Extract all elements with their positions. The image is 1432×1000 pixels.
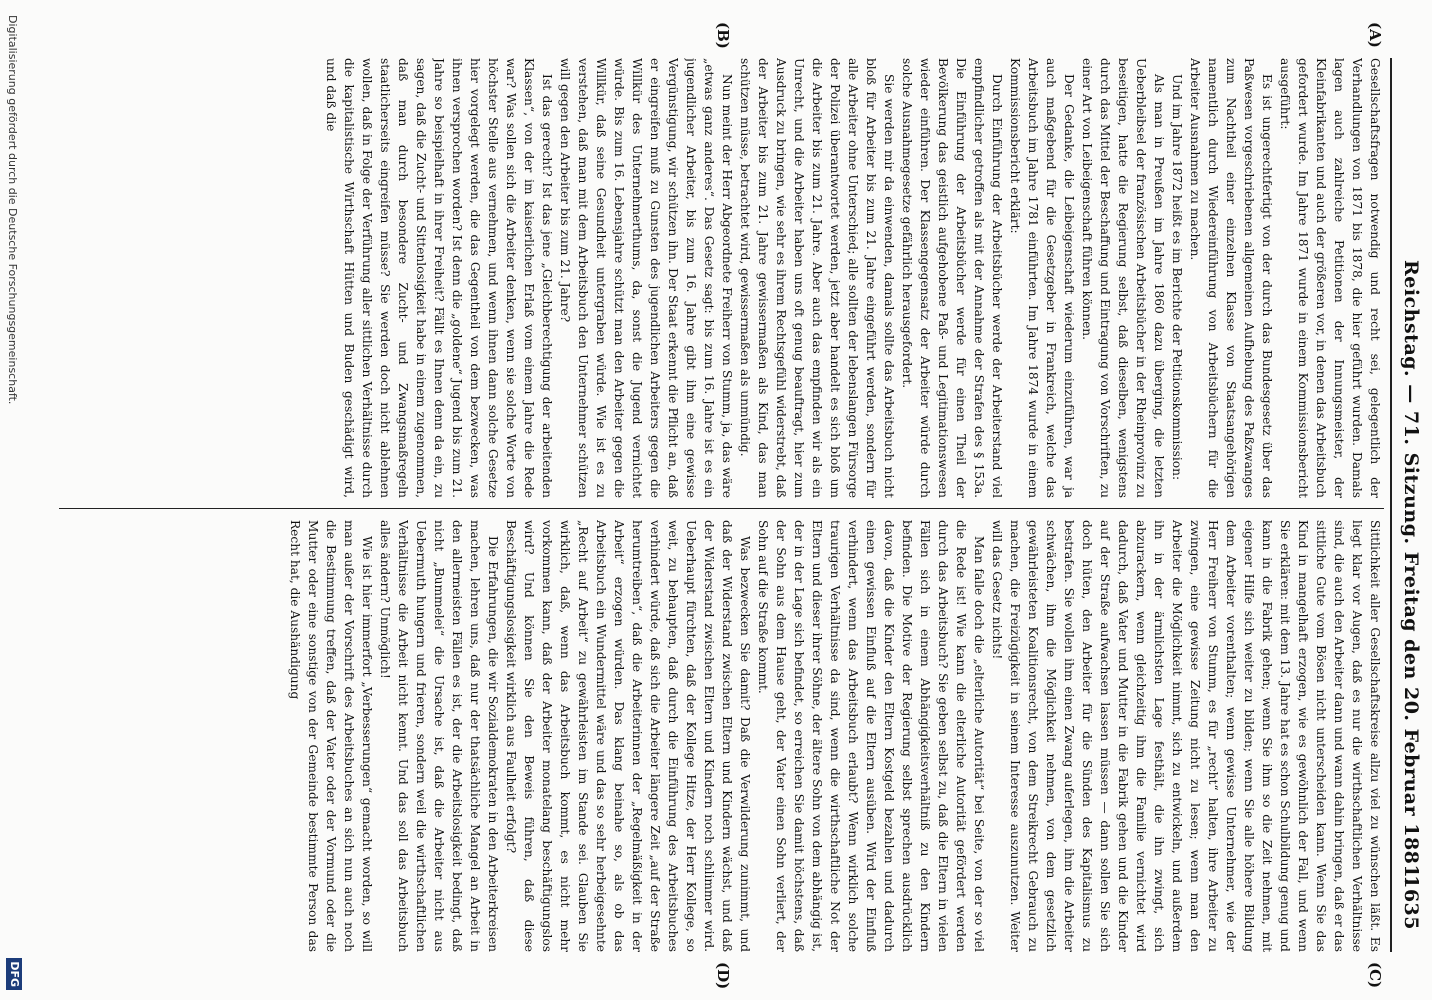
paragraph: Man falle doch die „elterliche Autorität“ bei Seite, von der so viel die Rede ist! Wie kann die elterliche Autorität gefördert werden durch das Arbeitsbuch? Sie geben selbst zu, daß die Eltern in vielen Fällen sich in einem Abhängigkeitsverhältniß zu den Kindern befinden. Die Motive der Regierung selbst sprechen ausdrücklich davon, daß die Kinder den Eltern Kostgeld bezahlen und dadurch einen gewissen Einfluß auf die Eltern ausüben. Wird der Einfluß verhindert, wenn das Arbeitsbuch erlaubt? Wenn wirklich solche traurigen Verhältnisse da sind, wenn die wirthschaftliche Not der Eltern und dieser ihrer Söhne, der ältere Sohn von dem abhängig ist, der in der Lage sich befindet, so erreichen Sie damit höchstens, daß der Sohn aus dem Hause geht, der Vater einen Sohn verliert, der Sohn auf die Straße kommt.: [756, 520, 986, 952]
left-column: [59, 58, 1384, 498]
paragraph: Der Gedanke, die Leibeigenschaft wiederum einzuführen, war ja auch maßgebend für die Gesetzgeber in Frankreich, welche das Arbeitsbuch im Jahre 1781 einführten. Im Jahre 1874 wurde in einem Kommissionsbericht erklärt:: [1008, 58, 1076, 498]
paragraph: Sittlichkeit aller Gesellschaftskreise allzu viel zu wünschen läßt. Es liegt klar vor Augen, daß es nur die wirthschaftlichen Verhältnisse sind, die auch den Arbeiter dann und wann dahin bringen, daß er das sittliche Gute vom Bösen nicht unterscheiden kann. Wenn Sie das Kind in mangelhaft erzogen, wie es gewöhnlich der Fall, und wenn Sie erklären: mit dem 13. Jahre hat es schon Schulbildung genug und kann in die Fabrik gehen; wenn Sie ihm so die Zeit nehmen, mit eigener Hilfe sich weiter zu bilden; wenn Sie alle höhere Bildung dem Arbeiter vorenthalten; wenn gewisse Unternehmer, wie der Herr Freiherr von Stumm, es für „recht“ halten, ihre Arbeiter zu zwingen, eine gewisse Zeitung nicht zu lesen; wenn man den Arbeiter die Möglichkeit nimmt, sich zu entwickeln, und außerdem ihn in der ärmlichsten Lage festhält, die ihn zwingt, sich abzurackern, wenn gleichzeitig ihm die Familie vernichtet wird dadurch, daß Vater und Mutter in die Fabrik gehen und die Kinder auf der Straße aufwachsen lassen müssen — dann sollen Sie sich doch hüten, den Arbeiter für die Sünden des Kapitalismus zu bestrafen. Sie wollen ihm einen Zwang auferlegen, ihm die Arbeiter schwächen, ihm die Möglichkeit nehmen, von dem gesetzlich gewährleisteten Koalitionsrecht, von dem Streikrecht Gebrauch zu machen, die Freizügigkeit in seinem Interesse auszunutzen. Weiter will das Gesetz nichts!: [990, 520, 1382, 952]
column-divider: [59, 508, 1384, 509]
paragraph: Die Erfahrungen, die wir Sozialdemokraten in den Arbeiterkreisen machen, lehren uns, daß nur der thatsächliche Mangel an Arbeit in den allermeisten Fällen es ist, der die Arbeitslosigkeit bedingt, daß nicht „Bummelei“ die Ursache ist, daß die Arbeiter nicht aus Uebermuth hungern und frieren, sondern weil die wirthschaftlichen Verhältnisse die Arbeit nicht kennt. Und das soll das Arbeitsbuch alles ändern? Unmöglich!: [378, 520, 500, 952]
quote-paragraph: Als man in Preußen im Jahre 1860 dazu überging, die letzten Ueberbleibsel der französischen Arbeitsbücher in der Rheinprovinz zu beseitigen, hatte die Regierung selbst, daß dieselben, wenigstens durch das Mittel der Beschaffung und Eintragung von Vorschriften, zu einer Art von Leibeigenschaft führen können.: [1080, 58, 1166, 498]
paragraph: Ist das gerecht? Ist das jene „Gleichberechtigung der arbeitenden Klassen“, von der im kaiserlichen Erlaß vom einem Jahre die Rede war? Was sollen sich die Arbeiter denken, wenn sie solche Worte von höchster Stelle aus vernehmen, und wenn ihnen dann solche Gesetze hier vorgelegt werden, die das Gegentheil von dem bezwecken, was ihnen versprochen worden? Ist denn die „goldene“ Jugend bis zum 21. Jahre so beispielhaft in ihrer Freiheit? Fällt es Ihnen denn da ein, zu sagen, daß die Zucht- und Sittenlosigkeit habe in einem zugenommen, daß man durch besondere Zucht- und Zwangsmaßregeln staatlicherseits eingreifen müsse? Sie werden doch nicht ablehnen wollen, daß in Folge der Verführung aller sittlichen Verhältnisse durch die kapitalistische Wirthschaft Hütten und Buden geschädigt wird, und daß die: [324, 58, 554, 498]
paragraph: Sie werden mir da einwenden, damals sollte das Arbeitsbuch nicht bloß für Arbeiter bis zum 21. Jahre eingeführt werden, sondern für alle Arbeiter ohne Unterschied; alle sollten der lebenslangen Fürsorge der Polizei überantwortet werden, jetzt aber handelt es sich bloß um die Arbeiter bis zum 21. Jahre. Aber auch das empfinden wir als ein Unrecht, und die Arbeiter haben uns oft genug beauftragt, hier zum Ausdruck zu bringen, wie sehr es ihrem Rechtsgefühl widerstrebt, daß der Arbeiter bis zum 21. Jahre gewissermaßen als Kind, das man schützen müsse, betrachtet wird, gewissermaßen als unmündig.: [738, 58, 896, 498]
right-column: [59, 520, 1384, 952]
funding-credit: Digitalisierung gefördert durch die Deutsche Forschungsgemeinschaft.: [6, 15, 19, 405]
paragraph: Nun meint der Herr Abgeordnete Freiherr von Stumm, ja, das wäre „etwas ganz anderes“. Das Gesetz sagt: bis zum 16. Jahre ist es ein jugendlicher Arbeiter, bis zum 16. Jahre gibt ihm eine gewisse Vergünstigung, wir schützen ihn. Der Staat erkennt die Pflicht an, daß er eingreifen muß zu Gunsten des jugendlichen Arbeiters gegen die Willkür des Unternehmerthums, da, sonst die Jugend vernichtet würde. Bis zum 16. Lebensjahre schützt man den Arbeiter gegen die Willkür, daß seine Gesundheit untergraben würde. Wie ist es zu verstehen, daß man mit dem Arbeitsbuch den Unternehmer schützen will gegen den Arbeiter bis zum 21. Jahre?: [558, 58, 734, 498]
dfg-logo: DFG: [6, 958, 22, 990]
paragraph: Gesellschaftsfragen notwendig und recht sei, gelegentlich der Verhandlungen von 1871 bis 1878, die hier geführt wurden. Damals lagen auch zahlreiche Petitionen der Innungsmeister, der Kleinfabrikanten und auch der größeren vor, in denen das Arbeitsbuch gefordert wurde. Im Jahre 1871 wurde in einem Kommissionsbericht ausgeführt:: [1278, 58, 1382, 498]
page-header: [1392, 70, 1422, 930]
margin-mark-a: (A): [1366, 22, 1384, 48]
paragraph: Und im Jahre 1872 heißt es im Berichte der Petitionskommission:: [1170, 74, 1184, 481]
quote-paragraph: Es ist ungerechtfertigt von der durch das Bundesgesetz über das Paßwesen vorgeschriebenen allgemeinen Aufhebung des Paßzwanges zum Nachtheil einer einzelnen Klasse von Staatsangehörigen namentlich durch Wiedereinführung von Arbeitsbüchern für die Arbeiter Ausnahmen zu machen.: [1188, 58, 1274, 498]
paragraph: Wie ist hier immerfort „Verbesserungen“ gemacht worden, so will man außer der Vorschrift des Arbeitsbuches an sich nun auch noch die Bestimmung treffen, daß der Vater oder der Vormund oder die Mutter oder eine sonstige von der Gemeinde bestimmte Person das Recht hat, die Aushändigung: [288, 520, 374, 952]
margin-mark-d: (D): [714, 962, 732, 990]
header-rule: [1390, 58, 1392, 952]
margin-mark-c: (C): [1366, 962, 1384, 989]
paragraph: Was bezwecken Sie damit? Daß die Verwilderung zunimmt, und daß der Widerstand zwischen Eltern und Kindern wächst, und daß der Widerstand zwischen Eltern und Kindern noch schlimmer wird. Ueberhaupt fürchten, daß der Kollege Hitze, der Herr Kollege, so weit, zu behaupten, daß durch die Einführung des Arbeitsbuches verhindert würde, daß sich die Arbeiter längere Zeit „auf der Straße herumtreiben“, daß die Arbeiterinnen der „Regelmäßigkeit in der Arbeit“ erzogen würden. Das klang beinahe so, als ob das Arbeitsbuch ein Wundermittel wäre und das so sehr herbeigesehnte „Recht auf Arbeit“ zu gewährleisten im Stande sei. Glauben Sie wirklich, daß, wenn das Arbeitsbuch kommt, es nicht mehr vorkommen kann, daß der Arbeiter monatelang beschäftigungslos wird? Und können Sie den Beweis führen, daß diese Beschäftigungslosigkeit wirklich aus Faulheit erfolgt?: [504, 520, 752, 952]
margin-mark-b: (B): [714, 22, 732, 49]
page-number: 1635: [1400, 875, 1422, 930]
session-title: Reichstag. — 71. Sitzung. Freitag den 20. Februar 1881.: [1400, 260, 1422, 886]
quote-paragraph: Durch Einführung der Arbeitsbücher werde der Arbeiterstand viel empfindlicher getroffen als mit der Annahme der Strafen des § 153a. Die Einführung der Arbeitsbücher werde für einen Theil der Bevölkerung das geistlich aufgehobene Paß- und Legitimationswesen wieder einführen. Der Klassengegensatz der Arbeiter würde durch solche Ausnahmegesetze gefährlich herausgefordert.: [900, 58, 1004, 498]
digitization-footer: [0, 0, 25, 1000]
